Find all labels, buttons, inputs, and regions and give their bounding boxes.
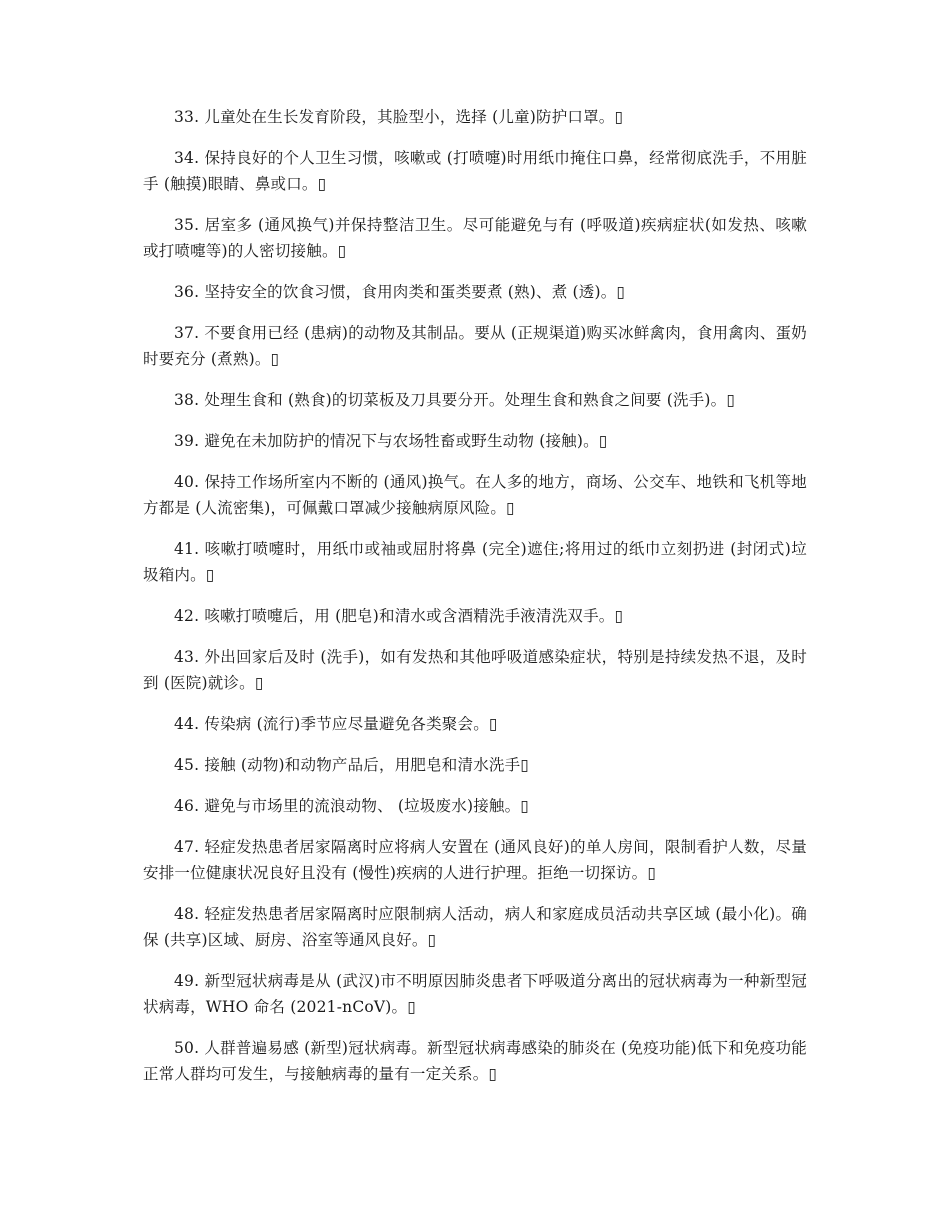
list-item: 43. 外出回家后及时 (洗手)，如有发热和其他呼吸道感染症状，特别是持续发热不退，及时到 (医院)就诊。▯	[143, 648, 807, 692]
list-item: 40. 保持工作场所室内不断的 (通风)换气。在人多的地方，商场、公交车、地铁和飞机等地方都是 (人流密集)，可佩戴口罩减少接触病原风险。▯	[143, 473, 807, 517]
document-body	[143, 104, 807, 1102]
list-item: 33. 儿童处在生长发育阶段，其脸型小，选择 (儿童)防护口罩。▯	[174, 108, 624, 126]
list-item: 45. 接触 (动物)和动物产品后，用肥皂和清水洗手▯	[174, 756, 530, 774]
list-item: 46. 避免与市场里的流浪动物、 (垃圾废水)接触。▯	[174, 797, 530, 815]
list-item: 42. 咳嗽打喷嚏后，用 (肥皂)和清水或含酒精洗手液清洗双手。▯	[174, 607, 624, 625]
list-item: 36. 坚持安全的饮食习惯，食用肉类和蛋类要煮 (熟)、煮 (透)。▯	[174, 283, 626, 301]
list-item: 37. 不要食用已经 (患病)的动物及其制品。要从 (正规渠道)购买冰鲜禽肉，食用禽肉、蛋奶时要充分 (煮熟)。▯	[143, 324, 807, 368]
list-item: 50. 人群普遍易感 (新型)冠状病毒。新型冠状病毒感染的肺炎在 (免疫功能)低下和免疫功能正常人群均可发生，与接触病毒的量有一定关系。▯	[143, 1039, 807, 1083]
list-item: 41. 咳嗽打喷嚏时，用纸巾或袖或屈肘将鼻 (完全)遮住;将用过的纸巾立刻扔进 (封闭式)垃圾箱内。▯	[143, 540, 807, 584]
list-item: 49. 新型冠状病毒是从 (武汉)市不明原因肺炎患者下呼吸道分离出的冠状病毒为一种新型冠状病毒，WHO 命名 (2021-nCoV)。▯	[143, 972, 807, 1016]
list-item: 48. 轻症发热患者居家隔离时应限制病人活动，病人和家庭成员活动共享区域 (最小化)。确保 (共享)区域、厨房、浴室等通风良好。▯	[143, 905, 807, 949]
list-item: 39. 避免在未加防护的情况下与农场牲畜或野生动物 (接触)。▯	[174, 432, 608, 450]
list-item: 34. 保持良好的个人卫生习惯，咳嗽或 (打喷嚏)时用纸巾掩住口鼻，经常彻底洗手，不用脏手 (触摸)眼睛、鼻或口。▯	[143, 149, 807, 193]
list-item: 38. 处理生食和 (熟食)的切菜板及刀具要分开。处理生食和熟食之间要 (洗手)。▯	[174, 391, 736, 409]
list-item: 44. 传染病 (流行)季节应尽量避免各类聚会。▯	[174, 715, 498, 733]
list-item: 47. 轻症发热患者居家隔离时应将病人安置在 (通风良好)的单人房间，限制看护人数，尽量安排一位健康状况良好且没有 (慢性)疾病的人进行护理。拒绝一切探访。▯	[143, 838, 807, 882]
list-item: 35. 居室多 (通风换气)并保持整洁卫生。尽可能避免与有 (呼吸道)疾病症状(如发热、咳嗽或打喷嚏等)的人密切接触。▯	[143, 216, 807, 260]
